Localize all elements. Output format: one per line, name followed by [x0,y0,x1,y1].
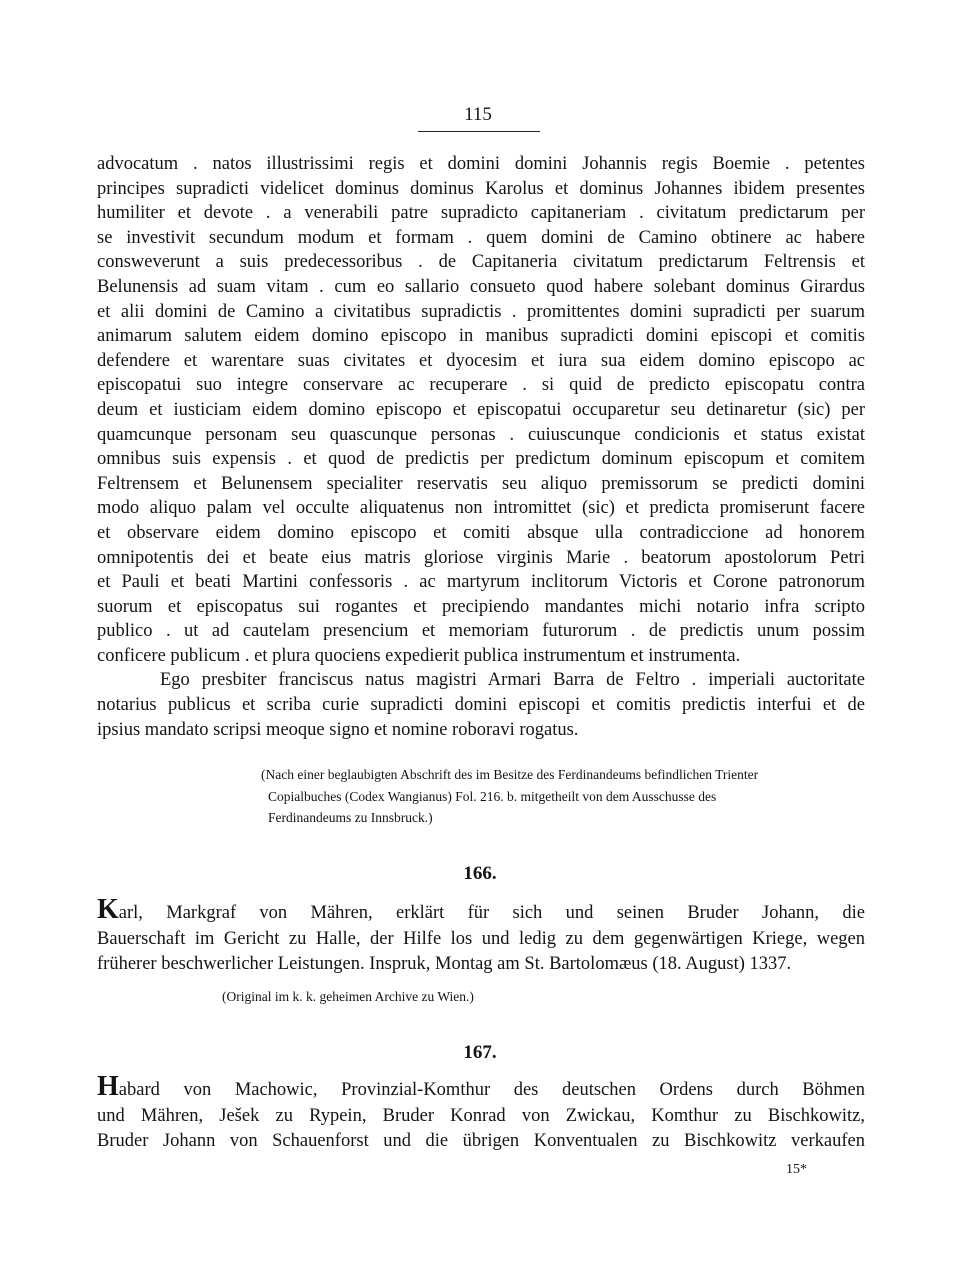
text-line: et alii domini de Camino a civitatibus supradictis . promittentes domini supradicti per suarum [97,301,865,322]
text-line: Feltrensem et Belunensem specialiter reservatis seu aliquo premissorum se predicti domini [97,473,865,494]
regest-line [97,894,865,927]
text-line: defendere et warentare suas civitates et dyocesim et iura sua eidem domino episcopo ac [97,350,865,371]
drop-initial: H [97,1071,119,1102]
notary-line: ipsius mandato scripsi meoque signo et nomine roboravi rogatus. [97,719,579,740]
notary-subscription [97,668,865,742]
source-166: (Original im k. k. geheimen Archive zu Wien.) [222,989,474,1004]
text-line: consweverunt a suis predecessoribus . de Capitaneria civitatum predictarum Feltrensis et [97,252,865,273]
text-line: advocatum . natos illustrissimi regis et domini domini Johannis regis Boemie . petentes [97,154,865,174]
source-note-line: Copialbuches (Codex Wangianus) Fol. 216. b. mitgetheilt von dem Ausschusse des [268,788,717,804]
notary-line: notarius publicus et scriba curie supradicti domini episcopi et comitis predictis interfui et de [97,695,865,716]
regest-167 [97,1071,865,1155]
notary-line: Ego presbiter franciscus natus magistri Armari Barra de Feltro . imperiali auctoritate [160,670,865,691]
charter-text [97,152,865,668]
text-line: humiliter et devote . a venerabili patre supradicto capitaneriam . civitatum predictarum per [97,203,865,224]
text-line: quamcunque personam seu quascunque personas . cuiuscunque condicionis et status existat [97,424,865,445]
regest-line [97,1071,865,1104]
text-line: conficere publicum . et plura quociens expedierit publica instrumentum et instrumenta. [97,645,741,666]
source-note-line: (Nach einer beglaubigten Abschrift des im Besitze des Ferdinandeums befindlichen Trienter [261,767,759,782]
source-note-line: Ferdinandeums zu Innsbruck.) [268,810,433,825]
header-rule [418,131,540,132]
regest-line-text: abard von Machowic, Provinzial-Komthur des deutschen Ordens durch Böhmen [118,1080,865,1100]
text-line: modo aliquo palam vel occulte aliquatenus non intromittet (sic) et predicta promiserunt facere [97,498,865,519]
text-line: publico . ut ad cautelam presencium et memoriam futurorum . de predictis unum possim [97,621,865,642]
text-line: principes supradicti videlicet dominus dominus Karolus et dominus Johannes ibidem presentes [97,178,865,199]
text-line: se investivit secundum modum et formam . quem domini de Camino obtinere ac habere [97,227,865,248]
page-number: 115 [464,104,492,125]
text-line: episcopatui suo integre conservare ac recuperare . si quid de predicto episcopatu contra [97,375,865,396]
text-line: Belunensis ad suam vitam . cum eo sallario consueto quod habere solebant dominus Girardus [97,276,865,297]
document-number-166: 166. [463,863,497,884]
document-165-body [97,152,865,742]
signature-mark: 15* [786,1162,807,1177]
text-line: et observare eidem domino episcopo et comiti absque ulla contradiccione ad honorem [97,522,865,543]
source-note [261,764,862,829]
text-line: et Pauli et beati Martini confessoris . ac martyrum inclitorum Victoris et Corone patronorum [97,572,865,593]
text-line: omnibus suis expensis . et quod de predictis per predictum dominum episcopum et comitem [97,449,865,470]
drop-initial: K [97,894,119,925]
document-number-167: 167. [463,1042,497,1063]
text-line: suorum et episcopatus sui rogantes et precipiendo mandantes michi notario infra scripto [97,596,865,617]
regest-line: Bauerschaft im Gericht zu Halle, der Hilfe los und ledig zu dem gegenwärtigen Kriege, wegen [97,928,865,949]
text-line: omnipotentis dei et beate eius matris gloriose virginis Marie . beatorum apostolorum Petri [97,547,865,568]
regest-line-text: arl, Markgraf von Mähren, erklärt für sich und seinen Bruder Johann, die [118,903,865,923]
regest-166 [97,894,865,978]
text-line: deum et iusticiam eidem domino episcopo et episcopatui occuparetur seu detinaretur (sic) per [97,399,865,420]
regest-line: früherer beschwerlicher Leistungen. Inspruk, Montag am St. Bartolomæus (18. August) 1337. [97,954,792,974]
regest-line: und Mähren, Ješek zu Rypein, Bruder Konrad von Zwickau, Komthur zu Bischkowitz, [97,1105,865,1126]
text-line: animarum salutem eidem domino episcopo in manibus supradicti domini episcopi et comitis [97,326,865,347]
regest-line: Bruder Johann von Schauenforst und die übrigen Konventualen zu Bischkowitz verkaufen [97,1131,865,1151]
